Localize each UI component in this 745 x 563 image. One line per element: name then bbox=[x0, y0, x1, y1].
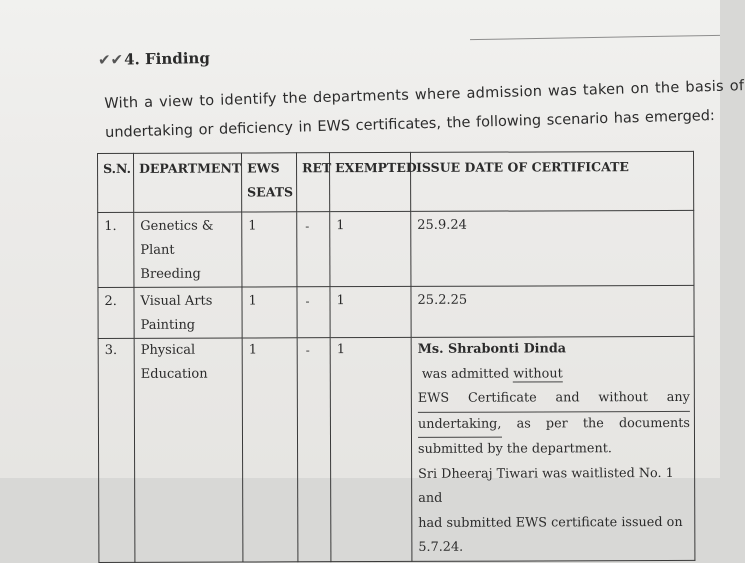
header-sn: S.N. bbox=[98, 153, 134, 212]
table-header-row bbox=[98, 151, 694, 212]
issue-line-7: 5.7.24. bbox=[418, 539, 464, 555]
intro-line-1: With a view to identify the departments where admission was taken on the basis of bbox=[104, 78, 745, 112]
header-department: DEPARTMENT bbox=[134, 153, 242, 212]
word: per bbox=[545, 415, 568, 431]
intro-paragraph bbox=[104, 73, 745, 148]
cell-ret: - bbox=[297, 212, 330, 287]
cell-sn: 2. bbox=[98, 287, 134, 338]
cell-exempted: 1 bbox=[330, 211, 411, 286]
header-ret: RET bbox=[297, 153, 330, 212]
word: and bbox=[555, 390, 580, 406]
issue-line-3 bbox=[418, 411, 690, 437]
dept-line-2: Painting bbox=[140, 317, 196, 333]
header-issue-date: ISSUE DATE OF CERTIFICATE bbox=[410, 151, 693, 211]
cell-department bbox=[134, 338, 243, 562]
word: Certificate bbox=[467, 390, 537, 406]
issue-line-4: submitted by the department. bbox=[418, 441, 612, 457]
table-row bbox=[98, 285, 694, 338]
issue-line-1 bbox=[418, 337, 690, 387]
word: any bbox=[666, 389, 690, 406]
dept-line-2: Education bbox=[140, 366, 208, 382]
cell-ret: - bbox=[297, 338, 331, 562]
dept-line-2: Plant Breeding bbox=[140, 242, 201, 282]
cell-issue-details bbox=[411, 336, 695, 560]
word: the bbox=[582, 415, 604, 431]
cell-ews-seats: 1 bbox=[242, 338, 298, 562]
cell-issue-date: 25.2.25 bbox=[411, 285, 694, 337]
issue-line-6: had submitted EWS certificate issued on bbox=[418, 514, 683, 531]
underlined-without: without bbox=[513, 365, 563, 382]
dept-line-1: Genetics & bbox=[140, 218, 214, 234]
findings-table bbox=[97, 151, 695, 563]
header-ews-line2: SEATS bbox=[247, 184, 294, 200]
student-name: Ms. Shrabonti Dinda bbox=[417, 341, 567, 357]
cell-sn: 3. bbox=[98, 338, 135, 562]
issue-line-2 bbox=[418, 386, 690, 412]
issue-line-1-text: was admitted bbox=[417, 366, 514, 382]
word: undertaking, bbox=[418, 412, 502, 438]
issue-line-5: Sri Dheeraj Tiwari was waitlisted No. 1 and bbox=[418, 465, 674, 506]
header-ews-seats bbox=[242, 153, 297, 212]
header-ews-line1: EWS bbox=[247, 160, 280, 176]
cell-exempted: 1 bbox=[330, 337, 412, 561]
dept-line-1: Physical bbox=[140, 342, 196, 358]
section-title: 4. Finding bbox=[123, 49, 211, 69]
cell-ews-seats: 1 bbox=[242, 212, 297, 287]
word: documents bbox=[618, 415, 690, 431]
cell-issue-date: 25.9.24 bbox=[411, 210, 694, 286]
intro-line-2: undertaking or deficiency in EWS certificates, the following scenario has emerged: bbox=[104, 107, 716, 141]
top-rule-line bbox=[470, 35, 720, 40]
section-heading bbox=[98, 49, 210, 69]
handwritten-tick-mark: ✔✔ bbox=[97, 50, 124, 69]
dept-line-1: Visual Arts bbox=[140, 293, 213, 309]
cell-department bbox=[134, 212, 242, 287]
header-exempted: EXEMPTED bbox=[330, 152, 411, 211]
cell-exempted: 1 bbox=[330, 286, 411, 337]
table-row bbox=[98, 210, 694, 287]
findings-table-wrapper bbox=[97, 151, 698, 563]
cell-department bbox=[134, 287, 242, 338]
word: without bbox=[598, 390, 648, 406]
table-row bbox=[98, 336, 695, 562]
cell-sn: 1. bbox=[98, 212, 134, 287]
word: EWS bbox=[417, 390, 450, 406]
word: as bbox=[516, 415, 531, 432]
cell-ret: - bbox=[297, 287, 330, 338]
cell-ews-seats: 1 bbox=[242, 287, 297, 338]
